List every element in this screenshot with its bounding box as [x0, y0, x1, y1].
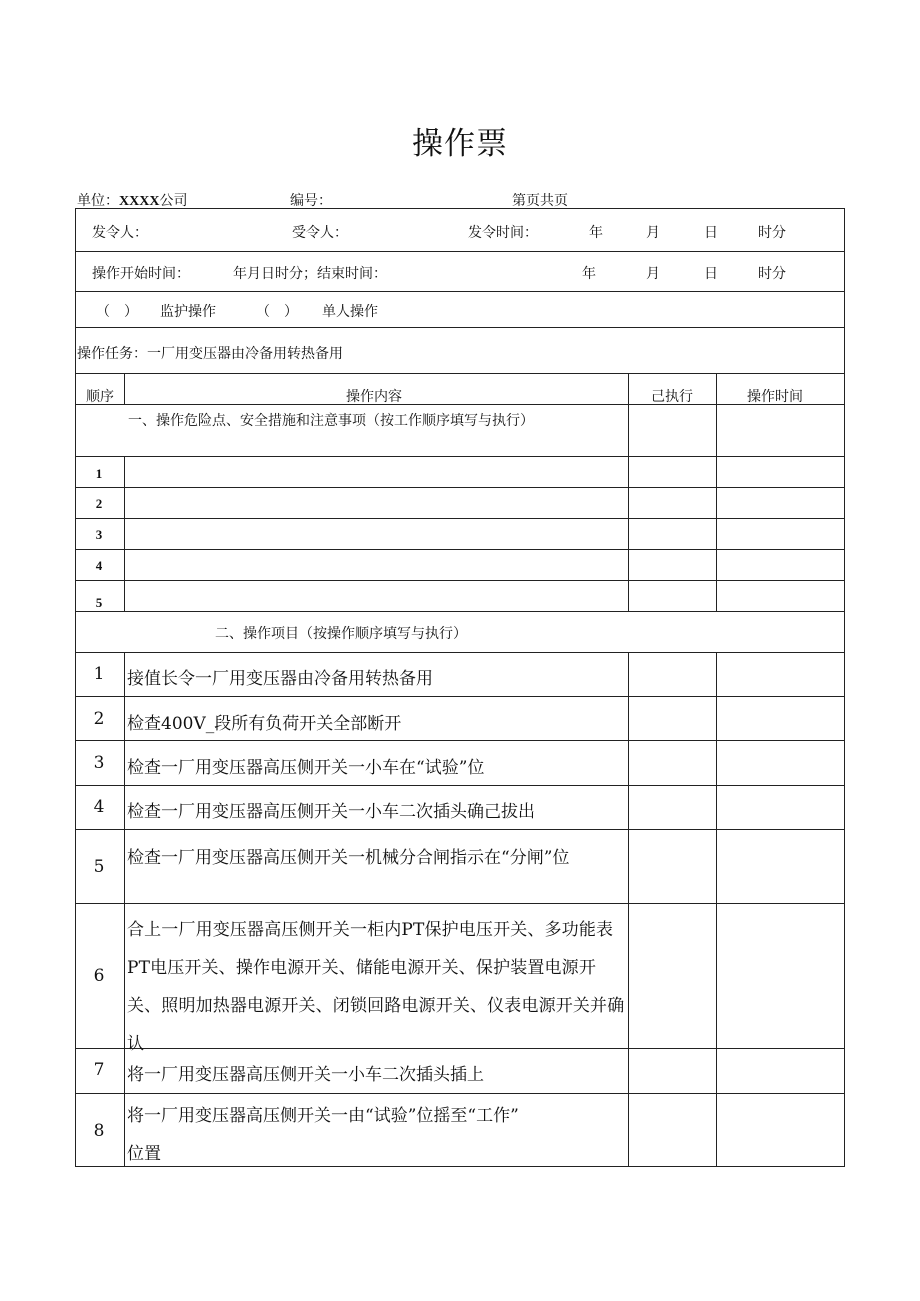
col-done: 己执行: [651, 389, 693, 405]
number-label: 编号：: [290, 193, 332, 209]
operation-task: 操作任务：一厂用变压器由冷备用转热备用: [77, 346, 343, 362]
end-time-label: 年月日时分；结束时间：: [233, 266, 387, 282]
end-day: 日: [704, 266, 718, 282]
col-seq: 顺序: [86, 389, 114, 405]
grid-line: [124, 373, 125, 404]
col-content: 操作内容: [346, 389, 402, 405]
hazard-row-number: 2: [95, 496, 103, 511]
grid-line: [124, 652, 125, 1167]
grid-line: [628, 652, 629, 1167]
grid-line: [716, 373, 717, 611]
step-text: 检查400V_段所有负荷开关全部断开: [127, 714, 402, 734]
end-month: 月: [646, 266, 660, 282]
grid-line: [75, 549, 845, 550]
grid-line: [75, 404, 845, 405]
grid-line: [75, 327, 845, 328]
step-text: 检查一厂用变压器高压侧开关一小车二次插头确己拔出: [127, 802, 535, 822]
grid-line: [628, 373, 629, 611]
grid-line: [75, 518, 845, 519]
col-time: 操作时间: [747, 389, 803, 405]
grid-line: [75, 1093, 845, 1094]
grid-line: [75, 652, 845, 653]
step-text: 检查一厂用变压器高压侧开关一机械分合闸指示在“分闸”位: [127, 848, 570, 868]
hazard-row-number: 5: [95, 595, 103, 610]
issue-month: 月: [646, 225, 660, 241]
step-number: 6: [93, 966, 105, 986]
step-text: 将一厂用变压器高压侧开关一小车二次插头插上: [127, 1065, 484, 1085]
step-number: 7: [93, 1060, 105, 1080]
receiver-label: 受令人：: [292, 225, 348, 241]
issue-hour-min: 时分: [758, 225, 786, 241]
issue-time-label: 发令时间：: [468, 225, 538, 241]
single-operation-label: 单人操作: [322, 304, 378, 320]
grid-line: [75, 580, 845, 581]
step-text: 将一厂用变压器高压侧开关一由“试验”位摇至“工作”: [127, 1106, 519, 1126]
section2-title: 二、操作项目（按操作顺序填写与执行）: [215, 626, 467, 642]
monitor-checkbox[interactable]: （ ）: [96, 304, 138, 320]
grid-line: [75, 611, 845, 612]
page-count: 第页共页: [512, 193, 568, 209]
unit-label: 单位：: [77, 193, 119, 209]
step-number: 5: [93, 857, 105, 877]
issuer-label: 发令人：: [92, 225, 148, 241]
grid-line: [75, 456, 845, 457]
hazard-row-number: 1: [95, 466, 103, 481]
hazard-row-number: 3: [95, 527, 103, 542]
start-time-label: 操作开始时间：: [92, 266, 190, 282]
grid-line: [124, 456, 125, 611]
grid-line: [75, 785, 845, 786]
unit-field: [77, 190, 187, 210]
step-number: 3: [93, 753, 105, 773]
step-text: 合上一厂用变压器高压侧开关一柜内PT保护电压开关、多功能表PT电压开关、操作电源开关、储能电源开关、保护装置电源开关、照明加热器电源开关、闭锁回路电源开关、仪表电源开关并确认: [127, 920, 625, 1054]
issue-day: 日: [704, 225, 718, 241]
grid-line: [75, 903, 845, 904]
step-text: 接值长令一厂用变压器由冷备用转热备用: [127, 669, 433, 689]
grid-line: [75, 251, 845, 252]
step-text-continued: 位置: [127, 1144, 161, 1164]
grid-line: [75, 829, 845, 830]
step-number: 1: [93, 664, 105, 684]
step-number: 4: [93, 797, 105, 817]
grid-line: [75, 291, 845, 292]
step-number: 8: [93, 1121, 105, 1141]
page-title: 操作票: [412, 126, 508, 162]
grid-line: [716, 652, 717, 1167]
step-text: 检查一厂用变压器高压侧开关一小车在“试验”位: [127, 758, 485, 778]
issue-year: 年: [589, 225, 603, 241]
grid-line: [75, 373, 845, 374]
section1-title: 一、操作危险点、安全措施和注意事项（按工作顺序填写与执行）: [128, 413, 534, 429]
unit-suffix: 公司: [159, 193, 188, 209]
grid-line: [75, 487, 845, 488]
single-checkbox[interactable]: （ ）: [256, 304, 298, 320]
grid-line: [75, 696, 845, 697]
step-number: 2: [93, 709, 105, 729]
monitor-operation-label: 监护操作: [160, 304, 216, 320]
end-year: 年: [582, 266, 596, 282]
end-hour-min: 时分: [758, 266, 786, 282]
grid-line: [75, 740, 845, 741]
unit-value: XXXX: [119, 194, 160, 209]
hazard-row-number: 4: [95, 558, 103, 573]
